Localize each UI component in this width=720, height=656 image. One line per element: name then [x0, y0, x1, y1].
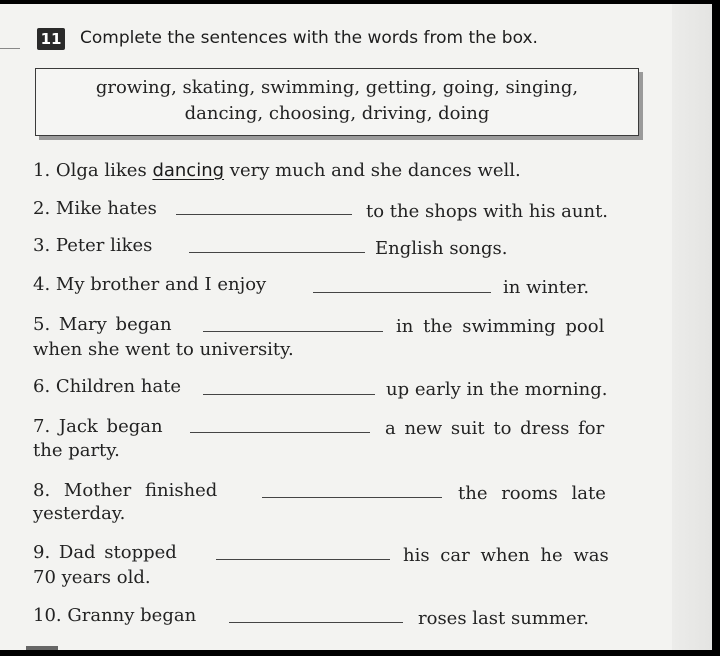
sentence-9-continuation: 70 years old. [33, 567, 151, 588]
exercise-instruction: Complete the sentences with the words from the box. [80, 28, 538, 48]
worksheet-page [0, 4, 712, 650]
sentence-3-end: English songs. [375, 238, 508, 259]
page-edge-shadow [672, 4, 712, 650]
sentence-9-blank[interactable] [216, 559, 390, 560]
sentence-6-blank[interactable] [203, 394, 375, 395]
sentence-9-start: 9. Dad stopped [33, 542, 177, 563]
sentence-5-blank[interactable] [203, 331, 383, 332]
sentence-5-start: 5. Mary began [33, 314, 172, 335]
sentence-5-end: in the swimming pool [396, 316, 605, 337]
exercise-number-badge: 11 [37, 28, 65, 50]
sentence-8-blank[interactable] [262, 497, 442, 498]
margin-rule [0, 48, 20, 49]
sentence-7-end: a new suit to dress for [385, 418, 605, 439]
sentence-3-start: 3. Peter likes [33, 235, 153, 256]
sentence-2-start: 2. Mike hates [33, 198, 157, 219]
word-box-line-1: growing, skating, swimming, getting, going, singing, [95, 77, 579, 98]
word-box [35, 68, 639, 136]
sentence-6-end: up early in the morning. [386, 379, 608, 400]
sentence-10-start: 10. Granny began [33, 605, 197, 626]
sentence-1-end: very much and she dances well. [229, 160, 521, 181]
sentence-1-answer: dancing [152, 160, 225, 181]
sentence-7-blank[interactable] [190, 432, 370, 433]
page-corner-mark [26, 646, 58, 650]
sentence-8-start: 8. Mother finished [33, 480, 218, 501]
sentence-4-start: 4. My brother and I enjoy [33, 274, 267, 295]
sentence-3-blank[interactable] [189, 252, 365, 253]
sentence-2-blank[interactable] [176, 214, 352, 215]
sentence-1 [33, 160, 521, 182]
word-box-line-2: dancing, choosing, driving, doing [184, 103, 490, 124]
sentence-4-end: in winter. [503, 277, 590, 298]
sentence-7-continuation: the party. [33, 440, 120, 461]
sentence-2-end: to the shops with his aunt. [366, 201, 609, 222]
sentence-1-start: 1. Olga likes [33, 160, 147, 181]
sentence-6-start: 6. Children hate [33, 376, 182, 397]
sentence-7-start: 7. Jack began [33, 416, 163, 437]
sentence-9-end: his car when he was [403, 545, 609, 566]
sentence-8-end: the rooms late [458, 483, 606, 504]
sentence-4-blank[interactable] [313, 292, 491, 293]
sentence-5-continuation: when she went to university. [33, 339, 294, 360]
sentence-10-blank[interactable] [229, 622, 403, 623]
sentence-10-end: roses last summer. [418, 608, 589, 629]
sentence-8-continuation: yesterday. [33, 503, 126, 524]
